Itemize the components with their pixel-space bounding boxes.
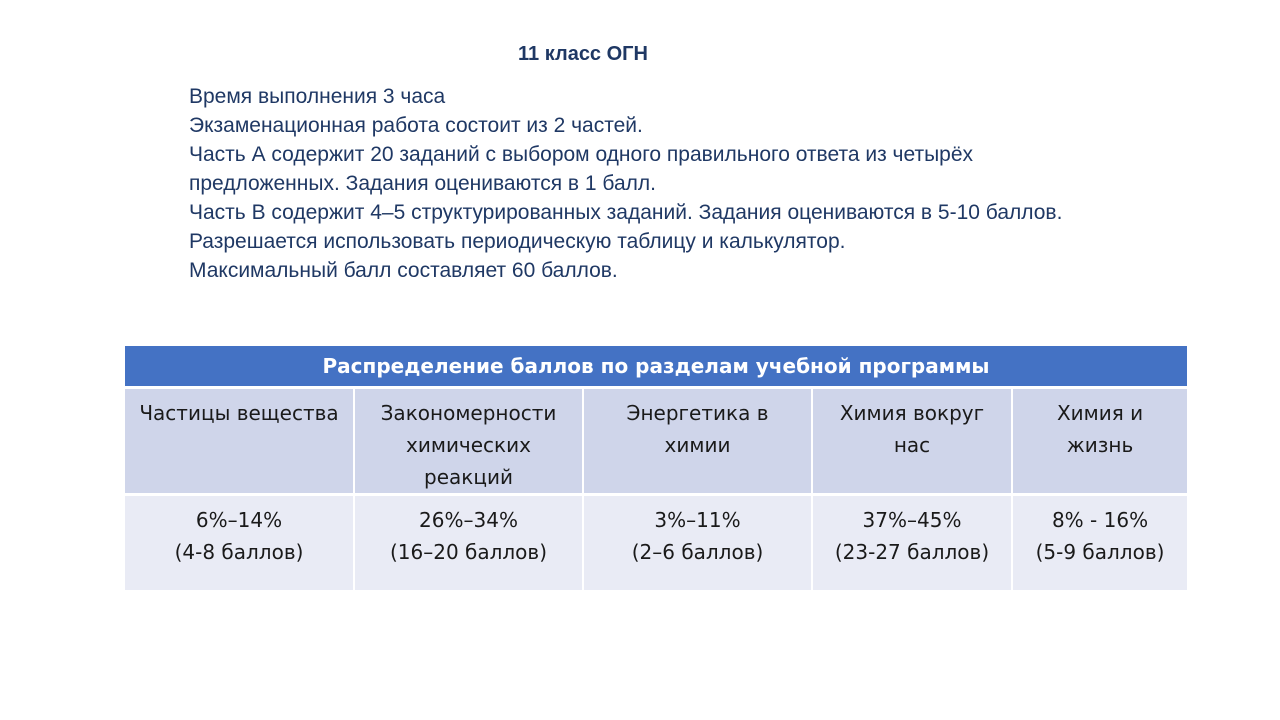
table-cell <box>583 495 812 591</box>
column-header: Энергетика в химии <box>583 388 812 495</box>
table-cell <box>354 495 583 591</box>
column-header: Закономерности химических реакций <box>354 388 583 495</box>
score-distribution-table <box>125 346 1187 590</box>
percent-range: 8% - 16% <box>1051 508 1149 532</box>
percent-range: 6%–14% <box>195 508 283 532</box>
percent-range: 37%–45% <box>862 508 962 532</box>
table-cell <box>1012 495 1187 591</box>
percent-range: 26%–34% <box>419 508 518 532</box>
column-header: Химия и жизнь <box>1012 388 1187 495</box>
info-line: Разрешается использовать периодическую таблицу и калькулятор. <box>189 230 846 253</box>
table-caption: Распределение баллов по разделам учебной программы <box>125 346 1187 388</box>
info-line: Время выполнения 3 часа <box>189 85 446 108</box>
table-value-row <box>125 495 1187 591</box>
points-range: (4-8 баллов) <box>174 540 304 564</box>
info-line: Часть А содержит 20 заданий с выбором одного правильного ответа из четырёх <box>189 143 974 166</box>
points-range: (16–20 баллов) <box>389 540 548 564</box>
table-cell <box>125 495 354 591</box>
slide-title: 11 класс ОГН <box>518 43 648 65</box>
points-range: (23-27 баллов) <box>834 540 990 564</box>
info-line: Часть В содержит 4–5 структурированных заданий. Задания оцениваются в 5-10 баллов. <box>189 201 1063 224</box>
points-range: (5-9 баллов) <box>1035 540 1165 564</box>
info-line: Экзаменационная работа состоит из 2 частей. <box>189 114 643 137</box>
table-header-row <box>125 388 1187 495</box>
table-cell <box>812 495 1012 591</box>
column-header: Химия вокруг нас <box>812 388 1012 495</box>
exam-info <box>189 82 1062 285</box>
points-range: (2–6 баллов) <box>631 540 764 564</box>
info-line: Максимальный балл составляет 60 баллов. <box>189 259 618 282</box>
column-header: Частицы вещества <box>125 388 354 495</box>
percent-range: 3%–11% <box>654 508 741 532</box>
info-line: предложенных. Задания оцениваются в 1 балл. <box>189 172 656 195</box>
